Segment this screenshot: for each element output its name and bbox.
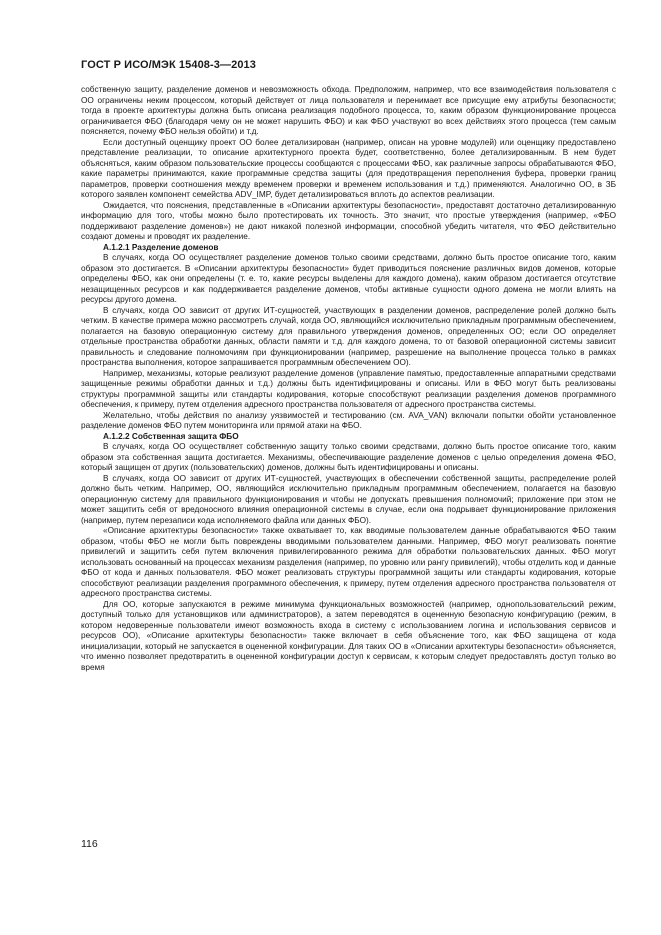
section-heading: А.1.2.1 Разделение доменов xyxy=(103,242,219,252)
paragraph: Для ОО, которые запускаются в режиме минимума функциональных возможностей (например, однопользовательский режим, доступный только для установщиков или администраторов), а затем переводятся в оцененную безопасную конфигурацию (режим, в котором недоверенные пользователи имеют возможность входа в систему с использованием логина и использования сервисов и ресурсов ОО), «Описание архитектуры безопасности» также включает в себя объяснение того, как ФБО защищена от кода инициализации, который не запускается в оцененной конфигурации. Для таких ОО в «Описании архитектуры безопасности» объясняется, что именно позволяет предотвратить в оцененной конфигурации доступ к сервисам, к которым следует предоставлять доступ только во время xyxy=(81,599,616,672)
page-number: 116 xyxy=(81,838,98,850)
paragraph: Например, механизмы, которые реализуют разделение доменов (управление памятью, предоставленные аппаратными средствами защищенные режимы обработки данных и т.д.) должны быть идентифицированы и описаны. Или в ФБО могут быть реализованы структуры программной защиты или стандарты кодирования, которые способствуют реализации разделения доменов программного обеспечения, к примеру, путем отделения адресного пространства пользователя от адресного пространства системы. xyxy=(81,368,616,409)
paragraph: собственную защиту, разделение доменов и невозможность обхода. Предположим, например, что все взаимодействия пользователя с ОО ограничены неким процессом, который действует от лица пользователя и перенимает все присущие ему атрибуты безопасности; тогда в проекте архитектуры должна быть описана реализация подобного процесса, то, каким образом функционирование процесса ограничивается ФБО (благодаря чему он не может нарушить ФБО) и как ФБО участвуют во всех действиях этого процесса (тем самым поясняется, почему ФБО нельзя обойти) и т.д. xyxy=(81,85,616,136)
paragraph: В случаях, когда ОО осуществляет собственную защиту только своими средствами, должно быть простое описание того, каким образом эта собственная защита достигается. Механизмы, обеспечивающие разделение доменов с целью определения домена ФБО, который защищен от других (пользовательских) доменов, должны быть идентифицированы и описаны. xyxy=(81,442,616,472)
paragraph: Если доступный оценщику проект ОО более детализирован (например, описан на уровне модулей) или оценщику предоставлено представление реализации, то описание архитектурного проекта будет, соответственно, более детализированным. В нем будет объясняться, каким образом пользовательские процессы сообщаются с процессами ФБО, как различные запросы обрабатываются ФБО, какие параметры принимаются, какие программные средства защиты (для предотвращения переполнения буфера, проверки границ параметров, проверки соотношения между временем проверки и временем использования и т.д.) применяются. Аналогично ОО, в ЗБ которого заявлен компонент семейства ADV_IMP, будет детализироваться вплоть до аспектов реализации. xyxy=(81,137,616,199)
body-text xyxy=(81,85,616,673)
page-header: ГОСТ Р ИСО/МЭК 15408-3—2013 xyxy=(81,59,256,71)
paragraph: В случаях, когда ОО осуществляет разделение доменов только своими средствами, должно быть простое описание того, каким образом это достигается. В «Описании архитектуры безопасности» будет приводиться пояснение различных видов доменов, которые определены ФБО, как они определены (т. е. то, какие ресурсы выделены для каждого домена), каким образом достигается отсутствие незащищенных ресурсов и как поддерживается разделение доменов, чтобы активные сущности одного домена не могли влиять на ресурсы другого домена. xyxy=(81,253,616,304)
paragraph: Ожидается, что пояснения, представленные в «Описании архитектуры безопасности», предоставят достаточно детализированную информацию для того, чтобы можно было протестировать их точность. Это значит, что простые утверждения (например, «ФБО поддерживают разделение доменов») не дают никакой полезной информации, способной убедить читателя, что ФБО действительно создают домены и проводят их разделение. xyxy=(81,200,616,241)
paragraph: «Описание архитектуры безопасности» также охватывает то, как вводимые пользователем данные обрабатываются ФБО таким образом, чтобы ФБО не могли быть повреждены вводимыми пользователем данными. Например, ФБО могут реализовать понятие привилегий и защитить себя путем включения привилегированного режима для обработки пользовательских данных. ФБО могут использовать основанный на процессах механизм разделения (например, по уровню или рангу привилегий), чтобы отделить код и данные ФБО от кода и данных пользователя. ФБО может реализовать структуры программной защиты или стандарты кодирования, которые способствуют реализации разделения программного обеспечения, к примеру, путем отделения адресного пространства пользователя от адресного пространства системы. xyxy=(81,526,616,598)
paragraph: В случаях, когда ОО зависит от других ИТ-сущностей, участвующих в обеспечении собственной защиты, распределение ролей должно быть четким. Например, ОО, являющийся исключительно прикладным программным обеспечением, полагается на базовую операционную систему для правильного функционирования и чтобы не допускать превышения полномочий; приложение при этом не может защитить себя от вредоносного влияния операционной системы в случае, если она подрывает функционирование приложения (например, путем перезаписи кода исполняемого файла или данных ФБО). xyxy=(81,473,616,525)
paragraph: В случаях, когда ОО зависит от других ИТ-сущностей, участвующих в разделении доменов, распределение ролей должно быть четким. В качестве примера можно рассмотреть случай, когда ОО, являющийся исключительно прикладным программным обеспечением, полагается на базовую операционную систему для правильного утверждения доменов, определенных ОО; если ОО определяет отдельные пространства обработки данных, области памяти и т.д. для каждого домена, то от базовой операционной системы зависит правильность и следование полномочиям при функционировании (например, разрешение на выполнение процесса только в рамках пространства выполнения, которое запрашивается программным обеспечением ОО). xyxy=(81,305,616,367)
section-heading: А.1.2.2 Собственная защита ФБО xyxy=(103,431,239,441)
paragraph: Желательно, чтобы действия по анализу уязвимостей и тестированию (см. AVA_VAN) включали попытки обойти установленное разделение доменов ФБО путем мониторинга или прямой атаки на ФБО. xyxy=(81,410,616,430)
